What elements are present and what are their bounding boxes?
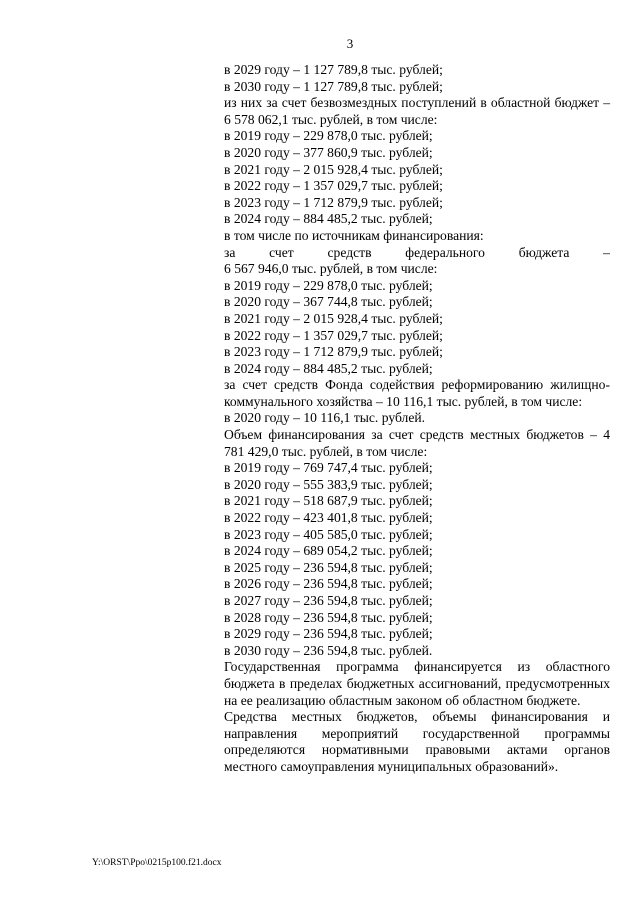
federal-total: 6 567 946,0 тыс. рублей, в том числе: bbox=[224, 261, 438, 277]
sources-intro: в том числе по источникам финансирования: bbox=[224, 227, 484, 243]
funding-line: в 2019 году – 769 747,4 тыс. рублей; bbox=[224, 460, 433, 476]
federal-word: бюджета bbox=[518, 244, 570, 260]
program-financing-paragraph: Государственная программа финансируется из областного бюджета в пределах бюджетных ассигнований, предусмотренных на ее реализацию областным законом об областном бюджете. bbox=[224, 659, 610, 708]
federal-word: федерального bbox=[405, 244, 485, 260]
funding-line: в 2026 году – 236 594,8 тыс. рублей; bbox=[224, 576, 433, 592]
funding-line: в 2025 году – 236 594,8 тыс. рублей; bbox=[224, 559, 433, 575]
funding-line: в 2024 году – 884 485,2 тыс. рублей; bbox=[224, 211, 433, 227]
funding-line: в 2029 году – 236 594,8 тыс. рублей; bbox=[224, 626, 433, 642]
federal-word: – bbox=[603, 244, 610, 260]
funding-line: в 2019 году – 229 878,0 тыс. рублей; bbox=[224, 128, 433, 144]
funding-line: в 2022 году – 1 357 029,7 тыс. рублей; bbox=[224, 327, 443, 343]
federal-budget-heading bbox=[224, 245, 610, 262]
funding-line: в 2021 году – 2 015 928,4 тыс. рублей; bbox=[224, 310, 443, 326]
funding-line: в 2020 году – 367 744,8 тыс. рублей; bbox=[224, 294, 433, 310]
funding-line: в 2019 году – 229 878,0 тыс. рублей; bbox=[224, 277, 433, 293]
federal-word: средств bbox=[327, 244, 372, 260]
funding-line: в 2028 году – 236 594,8 тыс. рублей; bbox=[224, 609, 433, 625]
page-number: 3 bbox=[346, 36, 354, 51]
federal-word: за bbox=[224, 244, 236, 260]
funding-line: в 2030 году – 236 594,8 тыс. рублей. bbox=[224, 642, 433, 658]
funding-line: в 2022 году – 1 357 029,7 тыс. рублей; bbox=[224, 178, 443, 194]
footer-file-path: Y:\ORST\Ppo\0215p100.f21.docx bbox=[92, 858, 222, 868]
funding-line: в 2029 году – 1 127 789,8 тыс. рублей; bbox=[224, 62, 443, 77]
funding-line: в 2024 году – 689 054,2 тыс. рублей; bbox=[224, 543, 433, 559]
gratis-receipts-paragraph: из них за счет безвозмездных поступлений в областной бюджет – 6 578 062,1 тыс. рублей, в том числе: bbox=[224, 95, 610, 127]
funding-line: в 2023 году – 1 712 879,9 тыс. рублей; bbox=[224, 344, 443, 360]
funding-line: в 2020 году – 377 860,9 тыс. рублей; bbox=[224, 144, 433, 160]
funding-line: в 2021 году – 2 015 928,4 тыс. рублей; bbox=[224, 161, 443, 177]
document-body bbox=[224, 62, 610, 776]
local-means-paragraph: Средства местных бюджетов, объемы финансирования и направления мероприятий государственной программы определяются нормативными правовыми актами органов местного самоуправления муниципальных образований». bbox=[224, 709, 610, 774]
local-budgets-paragraph: Объем финансирования за счет средств местных бюджетов – 4 781 429,0 тыс. рублей, в том числе: bbox=[224, 427, 610, 459]
funding-line: в 2030 году – 1 127 789,8 тыс. рублей; bbox=[224, 78, 443, 94]
funding-line: в 2022 году – 423 401,8 тыс. рублей; bbox=[224, 510, 433, 526]
funding-line: в 2020 году – 10 116,1 тыс. рублей. bbox=[224, 410, 426, 426]
funding-line: в 2020 году – 555 383,9 тыс. рублей; bbox=[224, 476, 433, 492]
housing-fund-paragraph: за счет средств Фонда содействия реформированию жилищно-коммунального хозяйства – 10 116,1 тыс. рублей, в том числе: bbox=[224, 377, 610, 409]
funding-line: в 2023 году – 1 712 879,9 тыс. рублей; bbox=[224, 194, 443, 210]
federal-word: счет bbox=[269, 244, 294, 260]
funding-line: в 2024 году – 884 485,2 тыс. рублей; bbox=[224, 360, 433, 376]
funding-line: в 2027 году – 236 594,8 тыс. рублей; bbox=[224, 593, 433, 608]
funding-line: в 2023 году – 405 585,0 тыс. рублей; bbox=[224, 526, 433, 542]
funding-line: в 2021 году – 518 687,9 тыс. рублей; bbox=[224, 493, 433, 509]
